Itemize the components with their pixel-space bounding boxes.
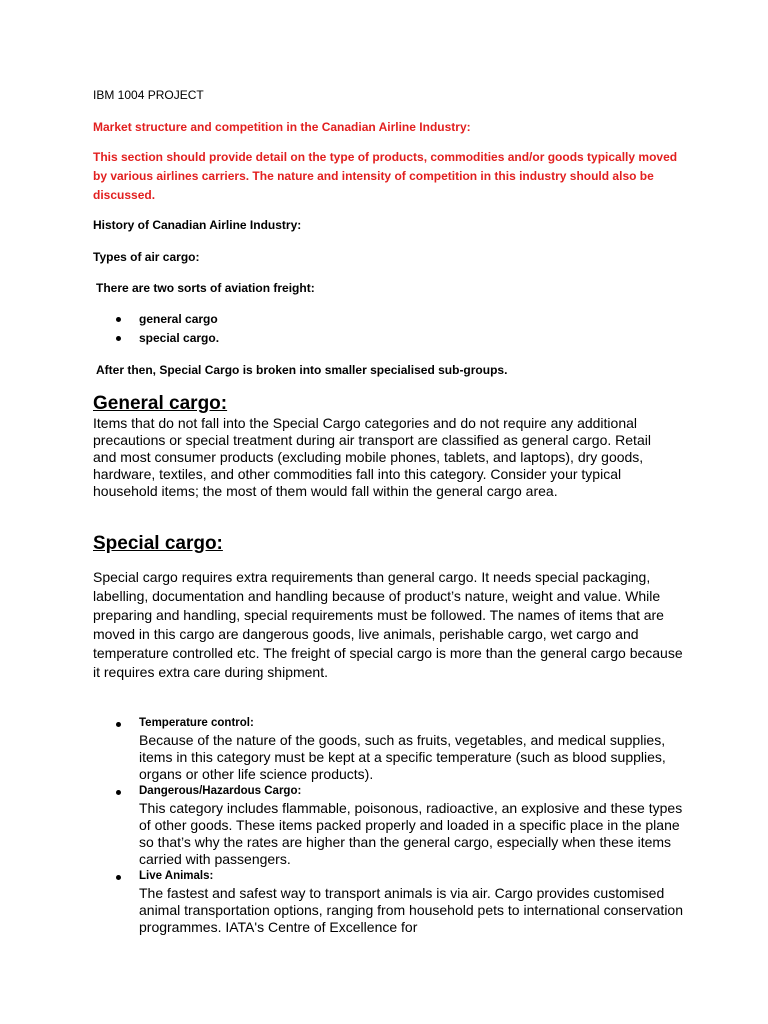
general-cargo-heading: General cargo: — [93, 393, 228, 414]
project-title: IBM 1004 PROJECT — [93, 88, 204, 102]
list-item — [93, 868, 693, 936]
special-cargo-body: Special cargo requires extra requirements than general cargo. It needs special packaging, labelling, documentation and handling because of product’s nature, weight and value. While preparing and handling, special requirements must be followed. The names of items that are moved in this cargo are dangerous goods, live animals, perishable cargo, wet cargo and temperature controlled etc. The freight of special cargo is more than the general cargo because it requires extra care during shipment. — [93, 569, 683, 680]
bullet-icon — [116, 722, 121, 727]
sorts-list — [93, 310, 219, 348]
list-item-text: This category includes flammable, poisonous, radioactive, an explosive and these types of other goods. These items packed properly and loaded in a specific place in the plane so that’s why the rates are higher than the general cargo, especially when these items carried with passengers. — [139, 800, 683, 867]
general-cargo-body: Items that do not fall into the Special Cargo categories and do not require any additional precautions or special treatment during air transport are classified as general cargo. Retail and most consumer products (excluding mobile phones, tablets, and laptops), dry goods, hardware, textiles, and other commodities fall into this category. Consider your typical household items; the most of them would fall within the general cargo area. — [93, 415, 651, 499]
bullet-icon — [116, 336, 121, 341]
list-item-label: special cargo. — [139, 331, 220, 345]
list-item-title: Temperature control: — [139, 717, 254, 729]
special-cargo-heading: Special cargo: — [93, 533, 223, 554]
history-label: History of Canadian Airline Industry: — [93, 218, 302, 232]
list-item — [93, 783, 693, 868]
section-description: This section should provide detail on the type of products, commodities and/or goods typically moved by various airlines carriers. The nature and intensity of competition in this industry should also be discussed. — [93, 150, 678, 202]
sorts-line: There are two sorts of aviation freight: — [96, 281, 315, 295]
list-item-label: general cargo — [139, 312, 218, 326]
bullet-icon — [116, 317, 121, 322]
after-line: After then, Special Cargo is broken into smaller specialised sub-groups. — [96, 363, 508, 377]
list-item-title: Dangerous/Hazardous Cargo: — [139, 785, 302, 797]
section-heading: Market structure and competition in the Canadian Airline Industry: — [93, 120, 471, 134]
list-item-title: Live Animals: — [139, 870, 214, 882]
types-label: Types of air cargo: — [93, 250, 200, 264]
list-item — [93, 715, 693, 783]
list-item-text: The fastest and safest way to transport animals is via air. Cargo provides customised animal transportation options, ranging from household pets to international conservation programmes. IATA's Centre of Excellence for — [139, 885, 683, 935]
list-item — [93, 310, 219, 329]
bullet-icon — [116, 875, 121, 880]
list-item-text: Because of the nature of the goods, such as fruits, vegetables, and medical supplies, items in this category must be kept at a specific temperature (such as blood supplies, organs or other life science products). — [139, 732, 666, 782]
list-item — [93, 329, 219, 348]
special-cargo-list — [93, 715, 693, 936]
bullet-icon — [116, 790, 121, 795]
